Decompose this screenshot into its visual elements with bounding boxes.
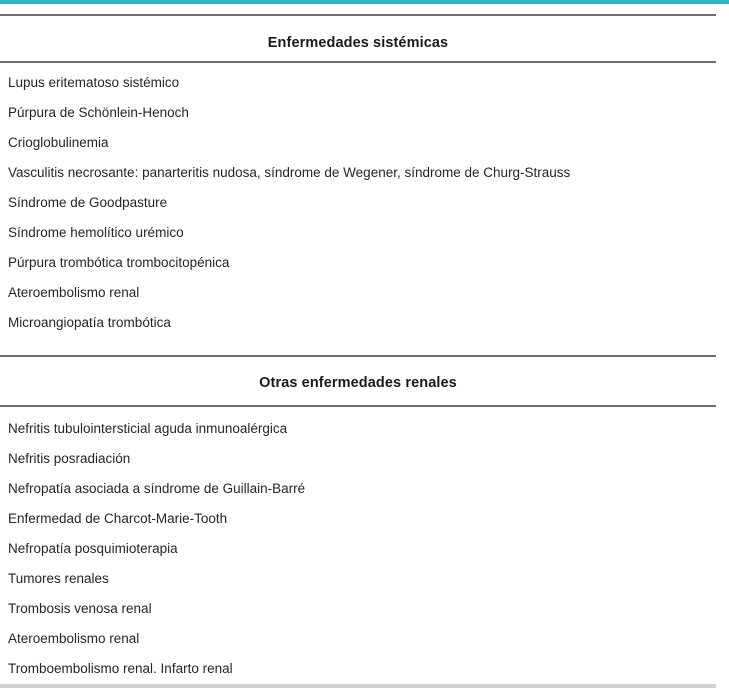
list-item: Microangiopatía trombótica [8, 315, 171, 330]
list-item: Vasculitis necrosante: panarteritis nudosa, síndrome de Wegener, síndrome de Churg-Strauss [8, 165, 571, 180]
header-bottom-rule [0, 405, 716, 407]
top-accent-bar [0, 0, 729, 4]
header-top-rule [0, 14, 716, 16]
list-item: Síndrome de Goodpasture [8, 195, 168, 210]
list-item: Nefritis tubulointersticial aguda inmunoalérgica [8, 421, 288, 436]
list-item: Ateroembolismo renal [8, 285, 140, 300]
list-item: Nefropatía asociada a síndrome de Guillain-Barré [8, 481, 306, 496]
list-item: Nefropatía posquimioterapia [8, 541, 178, 556]
table-bottom-rule [0, 684, 716, 688]
list-item: Enfermedad de Charcot-Marie-Tooth [8, 511, 228, 526]
list-item: Síndrome hemolítico urémico [8, 225, 184, 240]
list-item: Crioglobulinemia [8, 135, 109, 150]
section-header-other-renal: Otras enfermedades renales [259, 375, 457, 391]
other-renal-diseases-list [8, 414, 718, 684]
header-top-rule [0, 355, 716, 357]
list-item: Púrpura trombótica trombocitopénica [8, 255, 230, 270]
systemic-diseases-list [8, 68, 718, 338]
list-item: Tumores renales [8, 571, 109, 586]
list-item: Púrpura de Schönlein-Henoch [8, 105, 189, 120]
list-item: Ateroembolismo renal [8, 631, 140, 646]
header-bottom-rule [0, 61, 716, 63]
list-item: Lupus eritematoso sistémico [8, 75, 180, 90]
list-item: Tromboembolismo renal. Infarto renal [8, 661, 233, 676]
list-item: Trombosis venosa renal [8, 601, 152, 616]
section-header-systemic: Enfermedades sistémicas [267, 35, 449, 51]
list-item: Nefritis posradiación [8, 451, 131, 466]
